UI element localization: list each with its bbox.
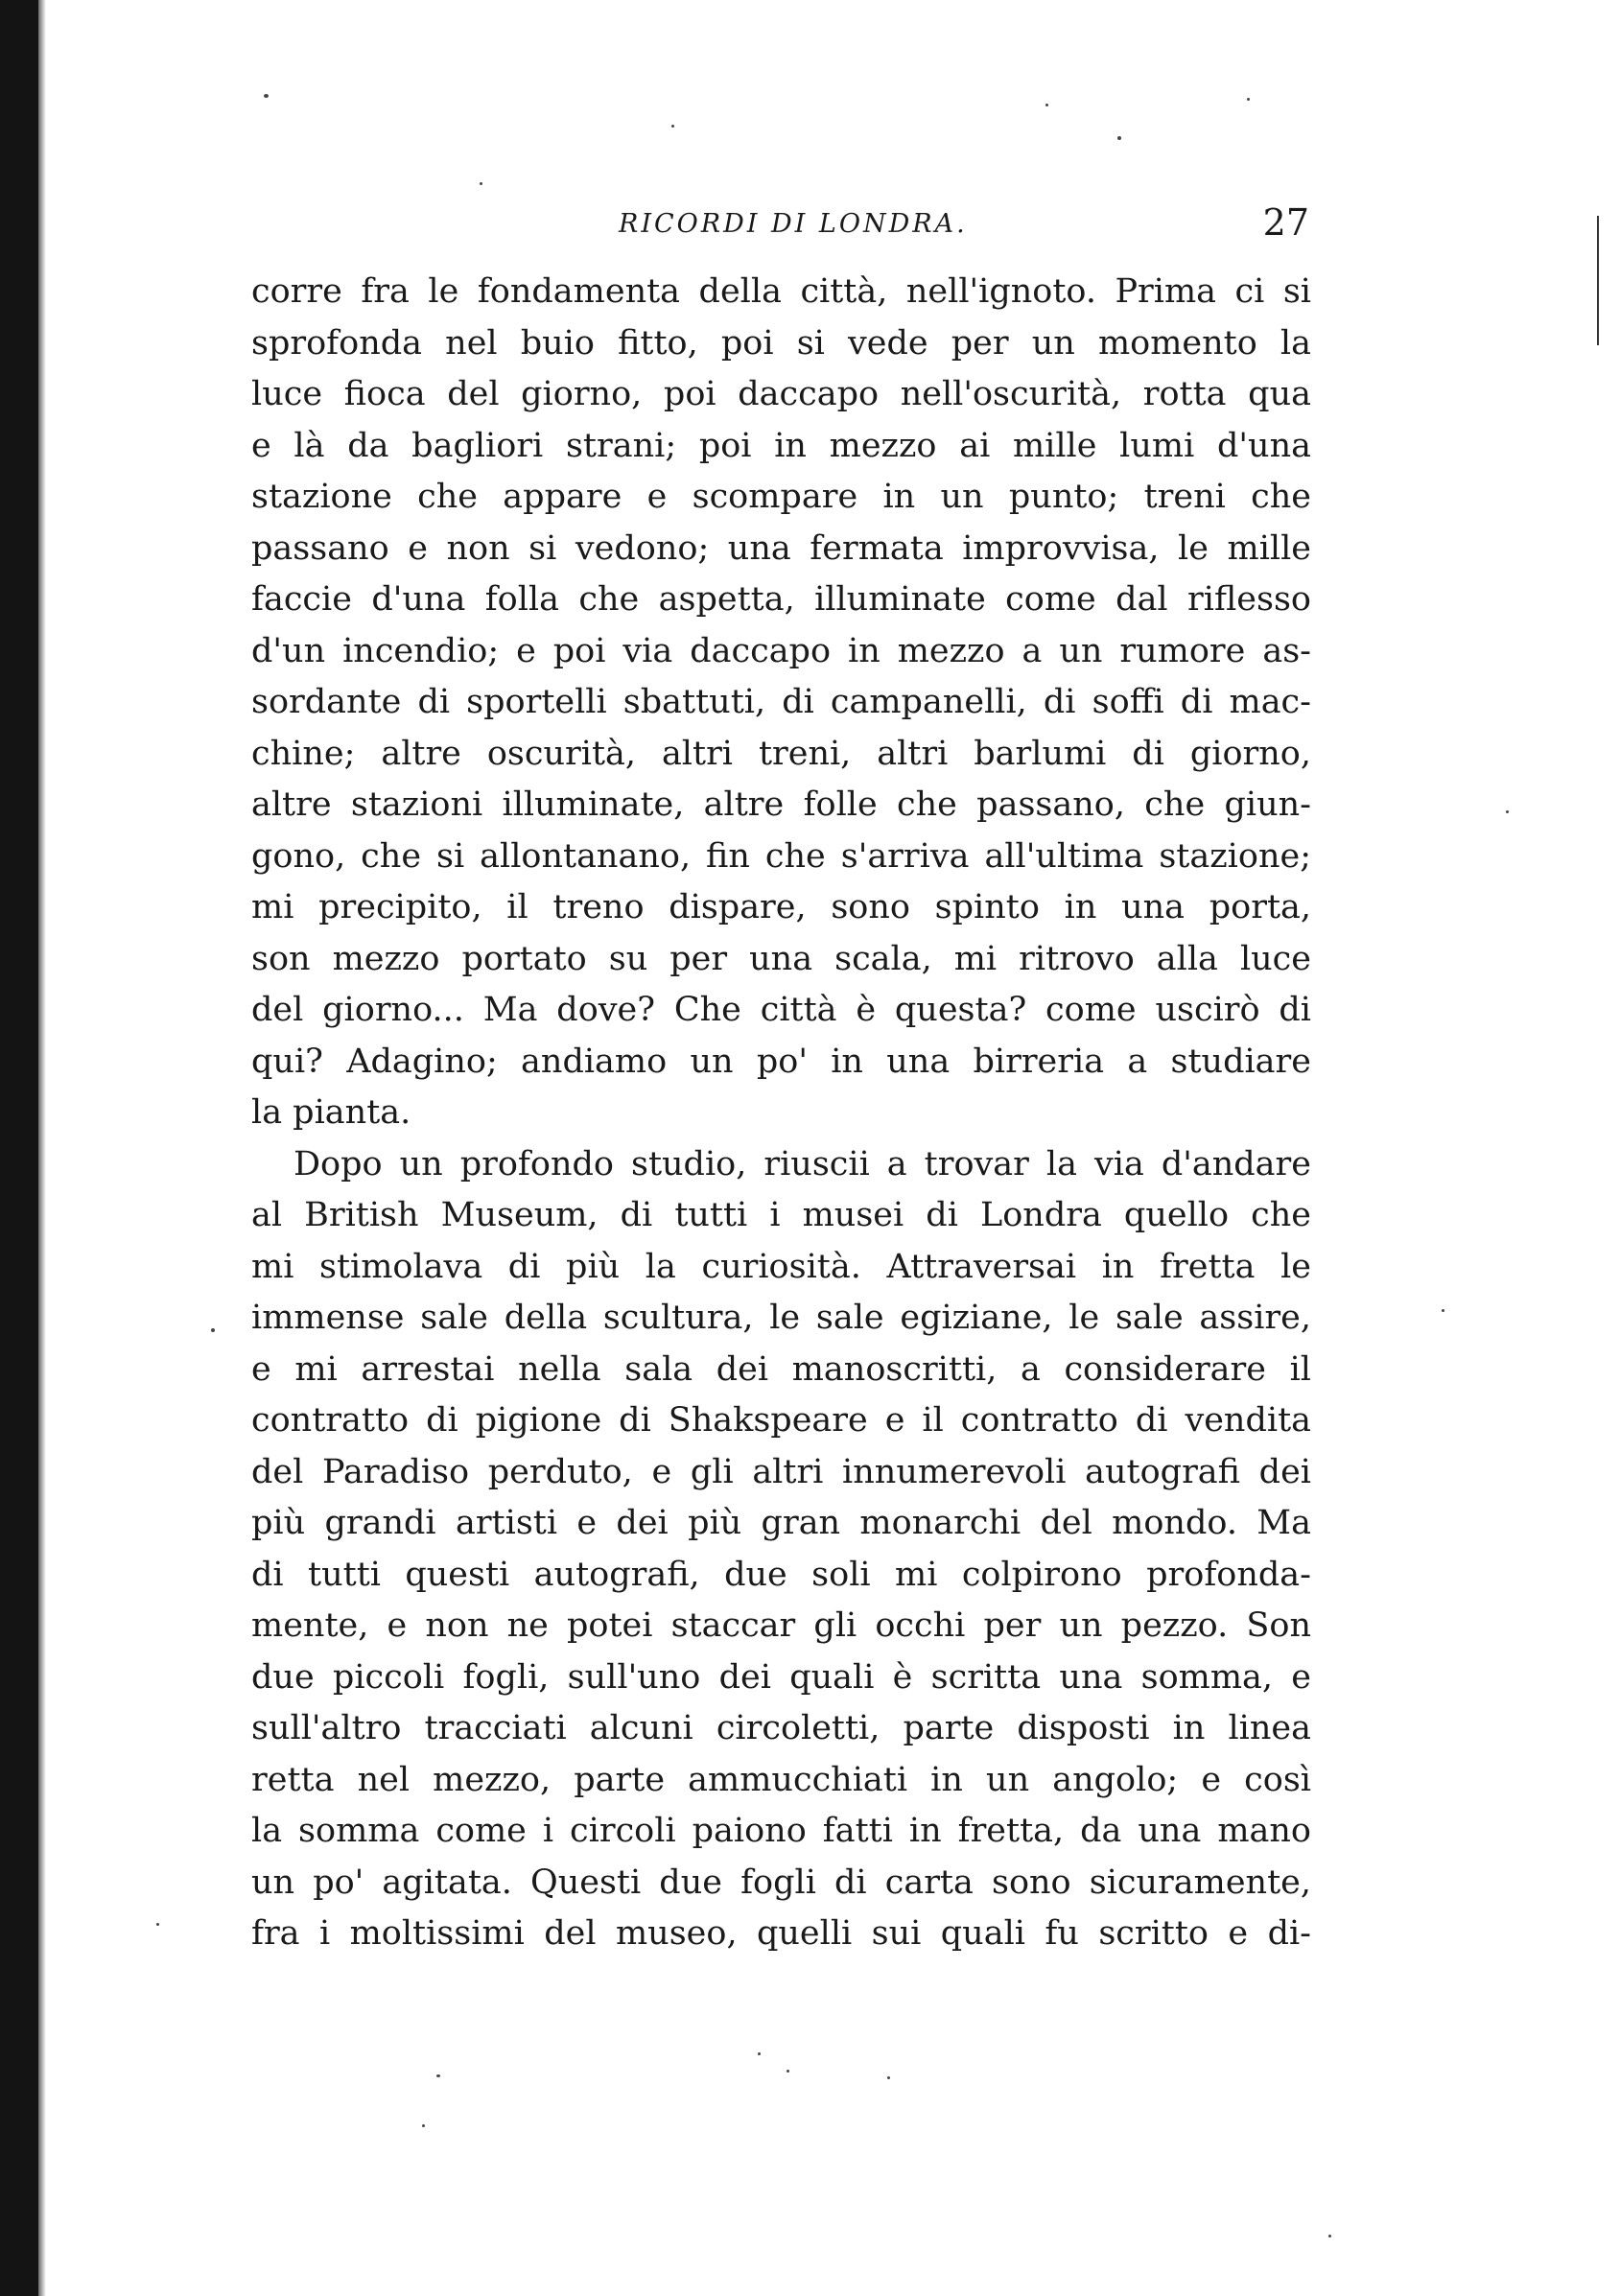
scan-speck [436, 2074, 440, 2077]
scan-speck [787, 2070, 789, 2073]
text-line: luce fioca del giorno, poi daccapo nell'oscurità, rotta qua [251, 375, 1311, 413]
text-line: del giorno... Ma dove? Che città è questa? come uscirò di [251, 991, 1311, 1029]
scan-speck [211, 1328, 215, 1332]
text-line: mi precipito, il treno dispare, sono spinto in una porta, [251, 888, 1311, 926]
scan-speck [156, 1923, 159, 1926]
body-text [251, 267, 1311, 1960]
text-line: qui? Adagino; andiamo un po' in una birreria a studiare [251, 1042, 1311, 1081]
scan-speck [887, 2076, 890, 2079]
text-line: sprofonda nel buio fitto, poi si vede per un momento la [251, 323, 1311, 363]
right-margin-mark [1597, 216, 1599, 345]
page-header [254, 201, 1309, 249]
text-line: d'un incendio; e poi via daccapo in mezzo a un rumore as- [251, 631, 1311, 670]
scan-speck [1117, 136, 1121, 140]
text-line: altre stazioni illuminate, altre folle che passano, che giun- [251, 785, 1311, 824]
text-line: un po' agitata. Questi due fogli di carta sono sicuramente, [251, 1863, 1311, 1902]
text-line: la pianta. [251, 1093, 411, 1132]
scan-speck [422, 2124, 425, 2127]
running-title: RICORDI DI LONDRA. [619, 209, 968, 239]
scan-speck [1442, 1309, 1444, 1312]
text-line: fra i moltissimi del museo, quelli sui quali fu scritto e di- [251, 1914, 1311, 1953]
text-line: faccie d'una folla che aspetta, illuminate come dal riflesso [251, 580, 1311, 619]
text-line: più grandi artisti e dei più gran monarchi del mondo. Ma [251, 1504, 1311, 1542]
spine-edge-gradient [38, 0, 46, 2296]
scan-speck [671, 125, 674, 128]
text-line: chine; altre oscurità, altri treni, altri barlumi di giorno, [251, 734, 1311, 773]
text-line: passano e non si vedono; una fermata improvvisa, le mille [251, 528, 1311, 568]
text-line: son mezzo portato su per una scala, mi ritrovo alla luce [251, 939, 1311, 978]
scan-speck [480, 182, 482, 185]
text-line: e là da bagliori strani; poi in mezzo ai mille lumi d'una [251, 426, 1311, 465]
text-line: sull'altro tracciati alcuni circoletti, parte disposti in linea [251, 1709, 1311, 1747]
text-line: gono, che si allontanano, fin che s'arriva all'ultima stazione; [251, 836, 1311, 876]
text-line: la somma come i circoli paiono fatti in fretta, da una mano [251, 1812, 1311, 1850]
text-line: mente, e non ne potei staccar gli occhi per un pezzo. Son [251, 1606, 1311, 1645]
scan-speck [758, 2052, 761, 2055]
paragraph-2 [251, 1139, 1311, 1960]
text-line: stazione che appare e scompare in un punto; treni che [251, 478, 1311, 516]
text-line: Dopo un profondo studio, riuscii a trovar la via d'andare [293, 1144, 1311, 1183]
page-number: 27 [1262, 201, 1309, 244]
text-line: due piccoli fogli, sull'uno dei quali è scritta una somma, e [251, 1657, 1311, 1697]
text-line: al British Museum, di tutti i musei di Londra quello che [251, 1196, 1311, 1234]
text-line: e mi arrestai nella sala dei manoscritti, a considerare il [251, 1349, 1311, 1389]
text-line: sordante di sportelli sbattuti, di campanelli, di soffi di mac- [251, 683, 1311, 721]
scan-speck [1328, 2235, 1331, 2237]
text-line: mi stimolava di più la curiosità. Attraversai in fretta le [251, 1247, 1311, 1286]
scan-speck [1045, 104, 1048, 106]
text-line: retta nel mezzo, parte ammucchiati in un angolo; e così [251, 1760, 1311, 1799]
text-line: immense sale della scultura, le sale egiziane, le sale assire, [251, 1299, 1311, 1337]
book-spine-shadow [0, 0, 38, 2296]
text-line: del Paradiso perduto, e gli altri innumerevoli autografi dei [251, 1452, 1311, 1491]
scan-speck [1506, 810, 1509, 813]
text-line: di tutti questi autografi, due soli mi colpirono profonda- [251, 1555, 1311, 1594]
paragraph-1 [251, 267, 1311, 1139]
scan-speck [264, 94, 269, 98]
text-line: corre fra le fondamenta della città, nell'ignoto. Prima ci si [251, 272, 1311, 311]
scan-speck [1247, 98, 1250, 101]
text-line: contratto di pigione di Shakspeare e il contratto di vendita [251, 1401, 1311, 1440]
